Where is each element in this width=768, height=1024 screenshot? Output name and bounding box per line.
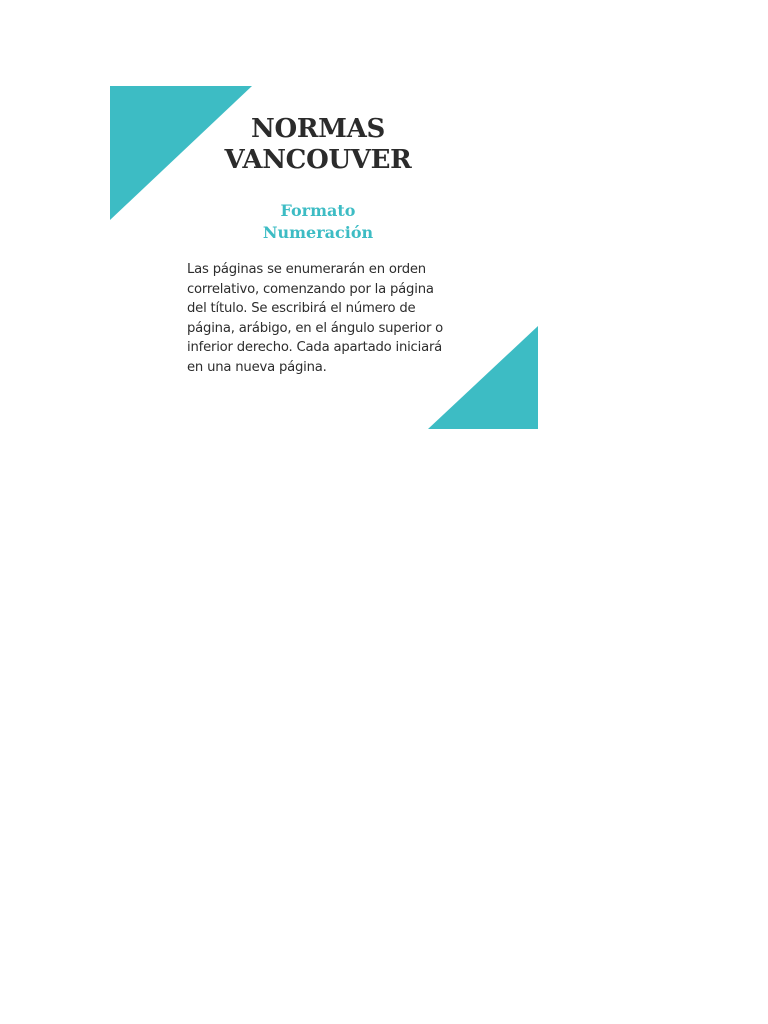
subtitle-line-1: Formato: [280, 201, 356, 220]
document-card: [110, 86, 538, 429]
document-title: [110, 114, 526, 176]
subtitle-line-2: Numeración: [262, 223, 374, 242]
body-paragraph: Las páginas se enumerarán en orden correlativo, comenzando por la página del título. Se escribirá el número de página, arábigo, en el ángulo superior o inferior derecho. Cada apartado iniciará en una nueva página.: [187, 262, 444, 375]
document-subtitle: [110, 200, 526, 244]
title-line-2: VANCOUVER: [224, 145, 412, 175]
title-line-1: NORMAS: [251, 114, 385, 144]
decorative-triangle-bottom-right: [428, 326, 538, 429]
